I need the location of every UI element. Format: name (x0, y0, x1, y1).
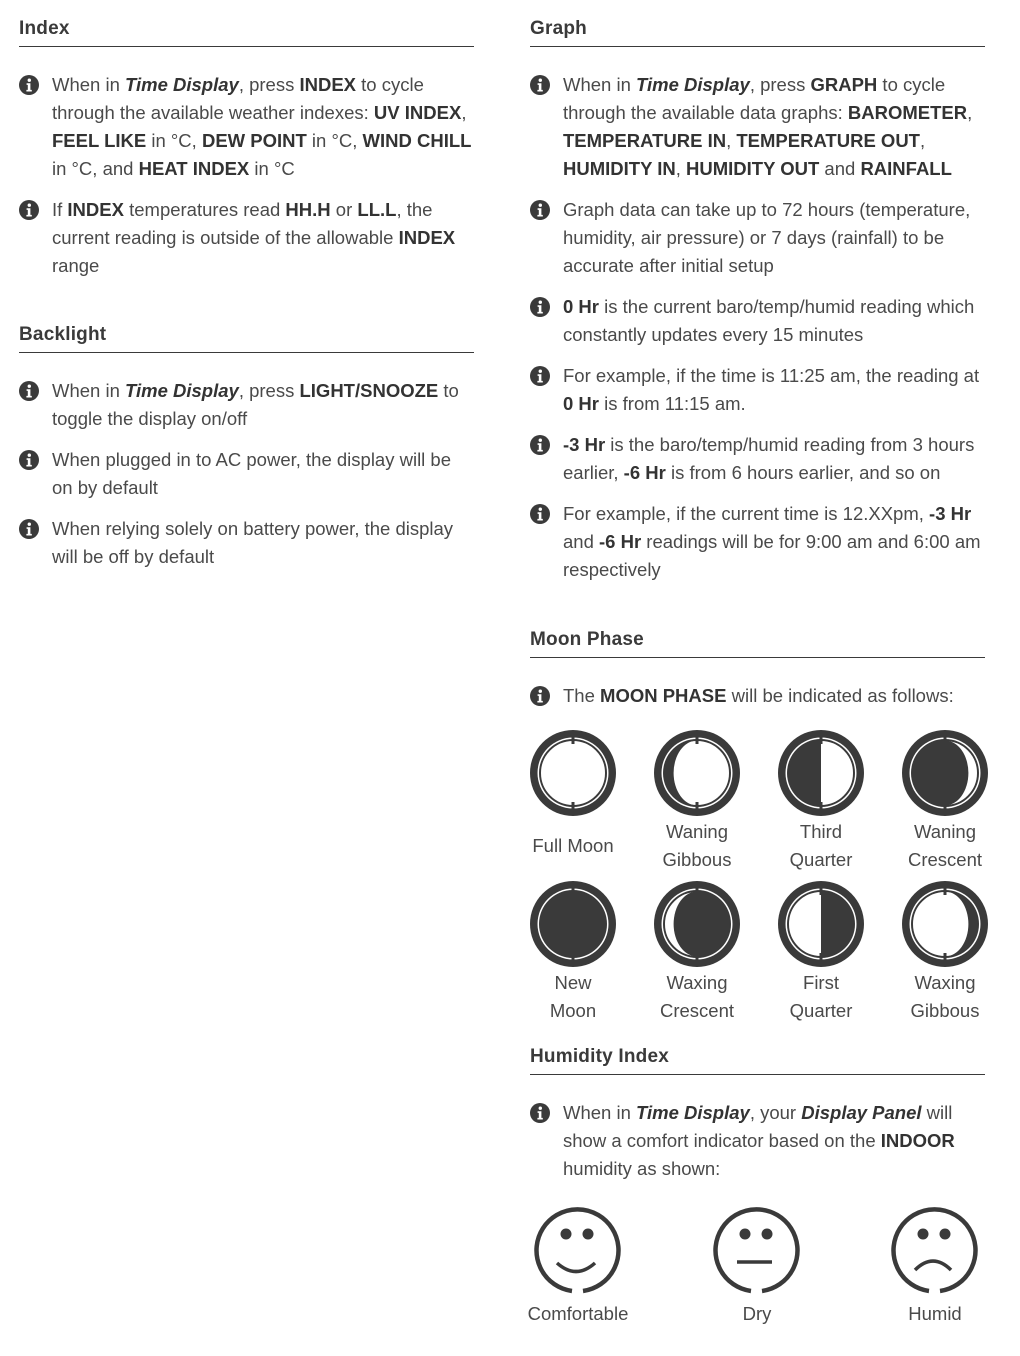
moon-phase-intro-list (530, 682, 985, 710)
body-text: in °C (249, 158, 295, 179)
emphasis-text: LL.L (357, 199, 397, 220)
body-text: , (675, 158, 686, 179)
emphasis-text: INDEX (398, 227, 456, 248)
info-icon (530, 504, 550, 524)
info-icon (19, 75, 39, 95)
info-icon (19, 450, 39, 470)
emphasis-text: MOON PHASE (600, 685, 727, 706)
emphasis-text: WIND CHILL (362, 130, 472, 151)
body-text: is the current baro/temp/humid reading which constantly updates every 15 minutes (563, 296, 975, 345)
info-bullet-item (530, 431, 985, 487)
first-quarter-icon (778, 881, 864, 967)
comfort-indicator-label: Dry (742, 1303, 772, 1324)
waxing-gibbous-icon (902, 881, 988, 967)
info-icon (19, 200, 39, 220)
body-text: The (563, 685, 601, 706)
body-text: will show a comfort indicator based on the (563, 1102, 953, 1151)
body-text: and (563, 531, 600, 552)
emphasis-text: -3 Hr (929, 503, 972, 524)
body-text: to toggle the display on/off (52, 380, 459, 429)
info-icon (530, 686, 550, 706)
body-text: , press (238, 380, 300, 401)
backlight-items (19, 377, 474, 571)
comfort-indicator-item (865, 1204, 1005, 1328)
body-text: For example, if the current time is 12.XXpm, (563, 503, 930, 524)
emphasis-text: INDEX (299, 74, 357, 95)
body-text: readings will be for 9:00 am and 6:00 am respectively (563, 531, 981, 580)
waning-crescent-icon (902, 730, 988, 816)
index-section (19, 16, 474, 280)
graph-items (530, 71, 985, 584)
emphasis-text: -6 Hr (623, 462, 666, 483)
moon-phase-item (883, 730, 1007, 874)
body-text: or (330, 199, 358, 220)
new-moon-icon (530, 881, 616, 967)
emphasis-text: 0 Hr (563, 393, 599, 414)
moon-phase-item (759, 730, 883, 874)
info-icon (530, 297, 550, 317)
emphasis-text: -6 Hr (599, 531, 642, 552)
third-quarter-icon (778, 730, 864, 816)
moon-phase-item (511, 730, 635, 860)
emphasis-text: HH.H (285, 199, 331, 220)
emphasis-text: Time Display (125, 380, 239, 401)
info-icon (530, 435, 550, 455)
emphasis-text: BAROMETER (847, 102, 968, 123)
waxing-crescent-icon (654, 881, 740, 967)
emphasis-text: INDOOR (880, 1130, 955, 1151)
index-items (19, 71, 474, 280)
emphasis-text: FEEL LIKE (52, 130, 147, 151)
info-bullet-item (19, 515, 474, 571)
body-text: in °C, (306, 130, 363, 151)
info-bullet-item (530, 71, 985, 183)
emphasis-text: GRAPH (810, 74, 878, 95)
moon-phase-label: Waning Gibbous (662, 821, 732, 870)
info-bullet-item (19, 196, 474, 280)
body-text: When plugged in to AC power, the display will be on by default (52, 449, 452, 498)
body-text: , (461, 102, 467, 123)
body-text: in °C, (146, 130, 202, 151)
moon-phase-label: Waxing Gibbous (910, 972, 980, 1021)
body-text: will be indicated as follows: (726, 685, 954, 706)
humidity-intro-list (530, 1099, 985, 1183)
moon-phase-label: New Moon (549, 972, 597, 1021)
graph-section (530, 16, 985, 584)
info-bullet-item (530, 500, 985, 584)
emphasis-text: -3 Hr (563, 434, 606, 455)
info-icon (19, 519, 39, 539)
body-text: , (920, 130, 926, 151)
body-text: For example, if the time is 11:25 am, the reading at (563, 365, 980, 386)
moon-phase-label: First Quarter (789, 972, 853, 1021)
body-text: and (819, 158, 861, 179)
info-icon (530, 366, 550, 386)
moon-phase-label: Waxing Crescent (659, 972, 735, 1021)
info-icon (530, 75, 550, 95)
moon-phase-label: Waning Crescent (907, 821, 983, 870)
moon-phase-section (530, 627, 985, 1021)
moon-phase-item (759, 881, 883, 1025)
humidity-intro (530, 1099, 985, 1183)
emphasis-text: Time Display (125, 74, 239, 95)
info-bullet-item (19, 446, 474, 502)
body-text: When in (563, 1102, 637, 1123)
body-text: , (726, 130, 737, 151)
emphasis-text: UV INDEX (373, 102, 462, 123)
body-text: to cycle through the available data graphs: (563, 74, 946, 123)
emphasis-text: HEAT INDEX (138, 158, 250, 179)
emphasis-text: TEMPERATURE OUT (736, 130, 920, 151)
body-text: is the baro/temp/humid reading from 3 hours earlier, (563, 434, 975, 483)
body-text: If (52, 199, 68, 220)
body-text: , press (749, 74, 811, 95)
waning-gibbous-icon (654, 730, 740, 816)
body-text: is from 11:15 am. (599, 393, 746, 414)
body-text: , the current reading is outside of the allowable (52, 199, 433, 248)
moon-phase-item (883, 881, 1007, 1025)
full-moon-icon (530, 730, 616, 816)
emphasis-text: DEW POINT (201, 130, 307, 151)
moon-phase-label: Full Moon (532, 835, 614, 856)
body-text: , your (749, 1102, 802, 1123)
info-bullet-item (530, 362, 985, 418)
body-text: temperatures read (123, 199, 286, 220)
moon-phase-item (511, 881, 635, 1025)
info-bullet-item (530, 293, 985, 349)
info-bullet-item (19, 377, 474, 433)
moon-phase-item (635, 730, 759, 874)
moon-phase-item (635, 881, 759, 1025)
moon-phase-label: Third Quarter (789, 821, 853, 870)
info-icon (530, 200, 550, 220)
info-icon (19, 381, 39, 401)
comfort-indicator-label: Humid (908, 1303, 962, 1324)
emphasis-text: Time Display (636, 74, 750, 95)
comfort-indicator-item (687, 1204, 827, 1328)
section-title-humidity-index: Humidity Index (530, 1044, 985, 1075)
section-title-graph: Graph (530, 16, 985, 47)
emphasis-text: 0 Hr (563, 296, 599, 317)
body-text: When in (563, 74, 637, 95)
body-text: to cycle through the available weather indexes: (52, 74, 424, 123)
smiley-face-icon (533, 1204, 623, 1294)
comfort-indicator-label: Comfortable (527, 1303, 629, 1324)
emphasis-text: RAINFALL (860, 158, 952, 179)
section-title-moon-phase: Moon Phase (530, 627, 985, 658)
humidity-index-section (527, 1044, 985, 1324)
emphasis-text: HUMIDITY OUT (686, 158, 820, 179)
body-text: When relying solely on battery power, the display will be off by default (52, 518, 454, 567)
body-text: When in (52, 74, 126, 95)
moon-phase-intro (530, 682, 985, 710)
emphasis-text: INDEX (67, 199, 124, 220)
body-text: , press (238, 74, 300, 95)
info-bullet-item (19, 71, 474, 183)
emphasis-text: HUMIDITY IN (563, 158, 676, 179)
body-text: is from 6 hours earlier, and so on (665, 462, 941, 483)
body-text: in °C, and (52, 158, 139, 179)
info-icon (530, 1103, 550, 1123)
body-text: range (52, 255, 100, 276)
neutral-face-icon (712, 1204, 802, 1294)
body-text: humidity as shown: (563, 1158, 721, 1179)
section-title-index: Index (19, 16, 474, 47)
emphasis-text: Display Panel (801, 1102, 922, 1123)
body-text: , (967, 102, 973, 123)
body-text: Graph data can take up to 72 hours (temperature, humidity, air pressure) or 7 days (rainfall) to be accurate after initial setup (563, 199, 971, 276)
emphasis-text: TEMPERATURE IN (563, 130, 727, 151)
comfort-indicator-item (508, 1204, 648, 1328)
backlight-section (19, 322, 474, 571)
info-bullet-item (530, 196, 985, 280)
body-text: When in (52, 380, 126, 401)
section-title-backlight: Backlight (19, 322, 474, 353)
emphasis-text: LIGHT/SNOOZE (299, 380, 439, 401)
frown-face-icon (890, 1204, 980, 1294)
emphasis-text: Time Display (636, 1102, 750, 1123)
